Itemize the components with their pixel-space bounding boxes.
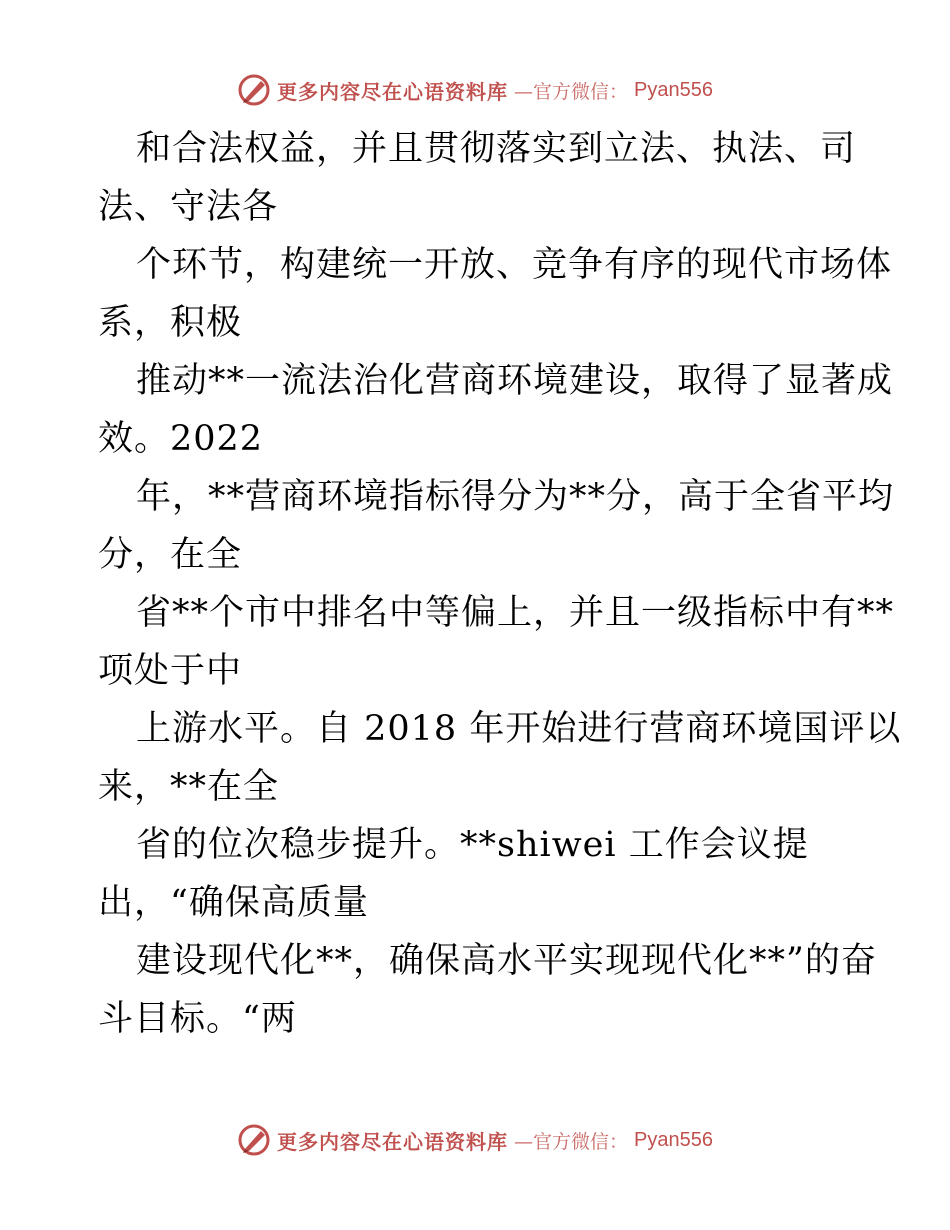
- text-line: 省的位次稳步提升。**shiwei 工作会议提: [136, 825, 809, 865]
- watermark-official: —官方微信：: [514, 80, 629, 103]
- footer-watermark: [0, 1120, 950, 1160]
- text-line: 推动**一流法治化营商环境建设，取得了显著成: [136, 361, 894, 401]
- text-line: 省**个市中排名中等偏上，并且一级指标中有**: [136, 593, 895, 633]
- text-line: 来，**在全: [98, 767, 280, 807]
- text-line: 分，在全: [98, 535, 243, 575]
- pen-logo-icon: [237, 73, 271, 107]
- watermark-id: Pyan556: [634, 78, 713, 101]
- watermark-id: Pyan556: [634, 1128, 713, 1151]
- text-line: 上游水平。自 2018 年开始进行营商环境国评以: [136, 709, 902, 749]
- header-watermark: [0, 70, 950, 110]
- document-body: [98, 120, 902, 1048]
- text-line: 年，**营商环境指标得分为**分，高于全省平均: [136, 477, 895, 517]
- pen-logo-icon: [237, 1123, 271, 1157]
- text-line: 效。2022: [98, 419, 264, 459]
- watermark-official: —官方微信：: [514, 1130, 629, 1153]
- text-line: 和合法权益，并且贯彻落实到立法、执法、司: [136, 129, 857, 169]
- text-line: 斗目标。“两: [98, 999, 297, 1039]
- text-line: 法、守法各: [98, 187, 279, 227]
- watermark-text: 更多内容尽在心语资料库: [277, 79, 508, 104]
- text-line: 项处于中: [98, 651, 243, 691]
- text-line: 建设现代化**，确保高水平实现现代化**”的奋: [136, 941, 877, 981]
- watermark-text: 更多内容尽在心语资料库: [277, 1129, 508, 1154]
- text-line: 系，积极: [98, 303, 243, 343]
- text-line: 个环节，构建统一开放、竞争有序的现代市场体: [136, 245, 893, 285]
- text-line: 出，“确保高质量: [98, 883, 369, 923]
